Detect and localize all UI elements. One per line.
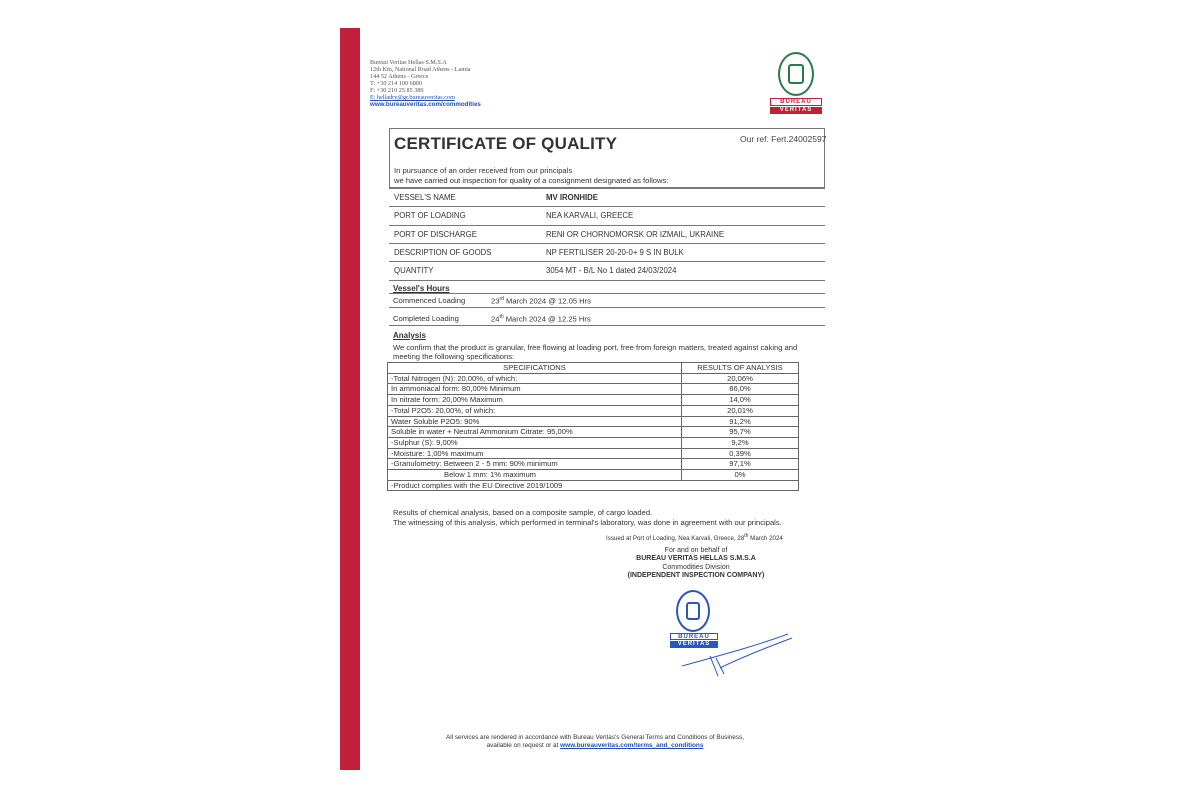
spec-cell: -Total P2O5: 20,00%, of which:	[388, 405, 682, 416]
phone: T: +30 214 100 6800	[370, 80, 422, 87]
logo-emblem-icon	[778, 52, 814, 96]
completed-label: Completed Loading	[393, 314, 459, 323]
stamp-text-bureau: BUREAU	[670, 633, 718, 640]
table-row	[388, 470, 799, 481]
table-header-row	[388, 363, 799, 374]
field-value: NP FERTILISER 20-20-0+ 9 S IN BULK	[546, 248, 684, 257]
completed-value: 24th March 2024 @ 12.25 Hrs	[491, 314, 591, 324]
column-header-results: RESULTS OF ANALYSIS	[682, 363, 799, 374]
commenced-loading-row	[393, 296, 591, 306]
field-value: RENI OR CHORNOMORSK OR IZMAIL, UKRAINE	[546, 230, 725, 239]
company-address-block	[370, 59, 481, 108]
signatory-note: (INDEPENDENT INSPECTION COMPANY)	[627, 572, 765, 580]
table-row	[388, 459, 799, 470]
note-line-2: The witnessing of this analysis, which performed in terminal's laboratory, was done in agreement with our principals.	[393, 518, 782, 527]
spec-cell: In ammoniacal form: 80,00% Minimum	[388, 384, 682, 395]
result-cell: 97,1%	[682, 459, 799, 470]
field-label: QUANTITY	[394, 266, 434, 275]
email-link[interactable]: E: helladry@gr.bureauveritas.com	[370, 94, 455, 101]
table-row	[388, 416, 799, 427]
signatory-line-1: For and on behalf of	[664, 547, 728, 554]
terms-link[interactable]: www.bureauveritas.com/terms_and_conditions	[560, 742, 704, 750]
spec-cell: -Total Nitrogen (N): 20,00%, of which:	[388, 373, 682, 384]
specifications-table	[387, 362, 799, 491]
completed-loading-row	[393, 314, 591, 324]
field-label: PORT OF LOADING	[394, 211, 466, 220]
divider	[389, 325, 825, 326]
footer-line-1: All services are rendered in accordance with Bureau Veritas's General Terms and Conditions of Business,	[445, 734, 745, 741]
bureau-veritas-logo	[770, 52, 822, 116]
table-row	[388, 384, 799, 395]
footer-line-2: available on request or at www.bureauveritas.com/terms_and_conditions	[486, 742, 704, 750]
result-cell: 0,39%	[682, 448, 799, 459]
table-row	[388, 395, 799, 406]
spec-cell: Below 1 mm: 1% maximum	[388, 470, 682, 481]
divider	[389, 225, 825, 226]
website-link[interactable]: www.bureauveritas.com/commodities	[370, 101, 481, 108]
logo-text-veritas: VERITAS	[770, 107, 822, 114]
field-label: PORT OF DISCHARGE	[394, 230, 477, 239]
our-reference: Our ref. Fert.24002597	[740, 134, 827, 144]
result-cell: 95,7%	[682, 427, 799, 438]
result-cell: 0%	[682, 470, 799, 481]
stamp-emblem-icon	[676, 590, 710, 632]
intro-line-1: In pursuance of an order received from our principals	[394, 166, 573, 175]
result-cell: 14,0%	[682, 395, 799, 406]
intro-line-2: we have carried out inspection for quality of a consignment designated as follows:	[394, 175, 669, 185]
field-value: MV IRONHIDE	[546, 193, 598, 202]
footer-terms	[420, 734, 770, 750]
logo-text-bureau: BUREAU	[770, 98, 822, 106]
analysis-heading: Analysis	[393, 331, 426, 340]
column-header-specifications: SPECIFICATIONS	[388, 363, 682, 374]
result-cell: 9,2%	[682, 437, 799, 448]
spec-cell: In nitrate form: 20,00% Maximum	[388, 395, 682, 406]
spec-cell: -Sulphur (S): 9,00%	[388, 437, 682, 448]
signatory-division: Commodities Division	[662, 563, 730, 571]
compliance-cell: -Product complies with the EU Directive 2019/1009	[388, 480, 799, 491]
address-line-1: 12th Km, National Road Athens - Lamia	[370, 66, 471, 73]
address-line-2: 144 52 Athens - Greece	[370, 73, 429, 80]
table-row	[388, 427, 799, 438]
result-cell: 86,0%	[682, 384, 799, 395]
fax: F: +30 210 25 85 389	[370, 87, 424, 94]
spec-cell: Soluble in water + Neutral Ammonium Citrate: 95,00%	[388, 427, 682, 438]
result-cell: 20,01%	[682, 405, 799, 416]
signatory-block	[596, 547, 796, 581]
vessel-hours-heading: Vessel's Hours	[393, 284, 450, 293]
red-margin-bar	[340, 28, 360, 770]
spec-cell: -Moisture: 1,00% maximum	[388, 448, 682, 459]
field-value: NEA KARVALI, GREECE	[546, 211, 634, 220]
company-name: Bureau Veritas Hellas S.M.S.A	[370, 59, 447, 66]
field-label: VESSEL'S NAME	[394, 193, 456, 202]
signatory-company: BUREAU VERITAS HELLAS S.M.S.A	[636, 555, 756, 563]
divider	[389, 188, 825, 189]
certificate-title: CERTIFICATE OF QUALITY	[394, 134, 618, 153]
result-cell: 20,06%	[682, 373, 799, 384]
divider	[389, 261, 825, 262]
signature-graphic	[680, 628, 800, 678]
issued-statement: Issued at Port of Loading, Nea Karvali, Greece, 28th March 2024	[606, 533, 783, 543]
spec-cell: Water Soluble P2O5: 90%	[388, 416, 682, 427]
result-cell: 91,2%	[682, 416, 799, 427]
divider	[389, 307, 825, 308]
table-row	[388, 437, 799, 448]
field-value: 3054 MT - B/L No 1 dated 24/03/2024	[546, 266, 677, 275]
spec-cell: -Granulometry: Between 2 - 5 mm: 90% minimum	[388, 459, 682, 470]
divider	[389, 293, 825, 294]
divider	[389, 243, 825, 244]
results-notes	[393, 508, 782, 528]
table-row	[388, 405, 799, 416]
stamp-text-veritas: VERITAS	[670, 641, 718, 648]
analysis-text: We confirm that the product is granular, free flowing at loading port, free from foreign matters, treated against caking and meeting the following specifications:	[393, 343, 798, 361]
commenced-label: Commenced Loading	[393, 296, 466, 305]
divider	[389, 280, 825, 281]
divider	[389, 206, 825, 207]
commenced-value: 23rd March 2024 @ 12.05 Hrs	[491, 296, 591, 306]
table-row	[388, 373, 799, 384]
table-row	[388, 448, 799, 459]
field-label: DESCRIPTION OF GOODS	[394, 248, 492, 257]
note-line-1: Results of chemical analysis, based on a composite sample, of cargo loaded.	[393, 508, 653, 517]
table-row-compliance	[388, 480, 799, 491]
intro-text	[394, 166, 668, 185]
